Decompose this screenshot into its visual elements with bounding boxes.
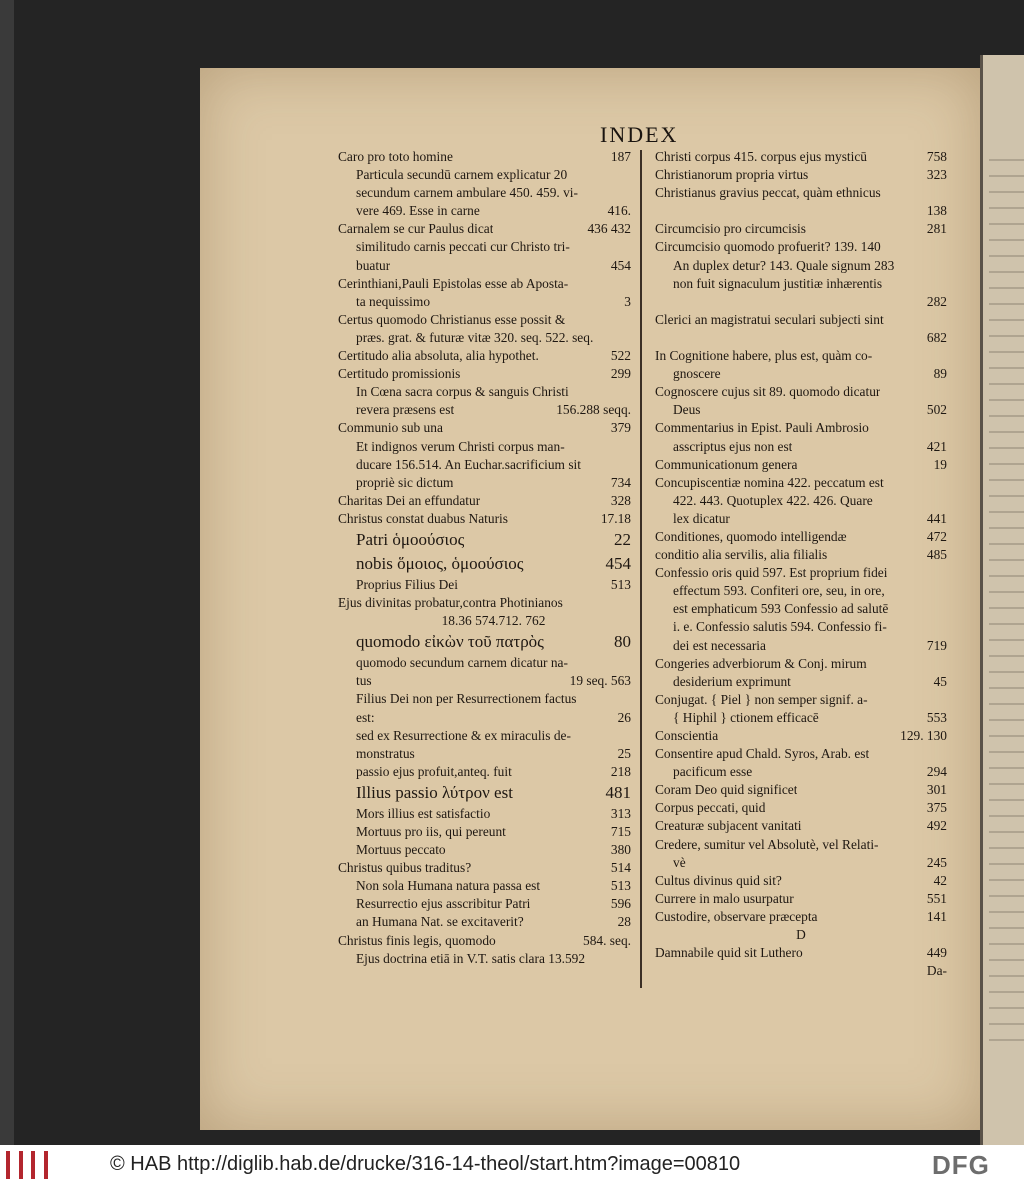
entry-term: passio ejus profuit,anteq. fuit bbox=[356, 763, 512, 779]
entry-page bbox=[943, 311, 947, 329]
entry-term: quomodo secundum carnem dicatur na- bbox=[356, 655, 568, 671]
entry-page bbox=[943, 492, 947, 510]
viewer-footer bbox=[0, 1145, 1024, 1185]
entry-term: i. e. Confessio salutis 594. Confessio fi- bbox=[673, 619, 887, 635]
index-entry bbox=[338, 184, 631, 202]
index-entry bbox=[655, 166, 947, 184]
entry-page: 22 bbox=[614, 529, 631, 549]
entry-term: ta nequissimo bbox=[356, 293, 431, 309]
entry-page: 313 bbox=[610, 805, 631, 821]
entry-term: Christi corpus 415. corpus ejus mysticū bbox=[655, 149, 868, 164]
entry-term: Carnalem se cur Paulus dicat bbox=[338, 221, 494, 237]
entry-term: Communio sub una bbox=[338, 420, 443, 436]
index-entry bbox=[655, 727, 947, 745]
entry-term: an Humana Nat. se excitaverit? bbox=[356, 914, 524, 930]
index-entry bbox=[655, 492, 947, 510]
index-column-right bbox=[655, 148, 947, 980]
entry-page: 138 bbox=[926, 203, 947, 219]
entry-term: Et indignos verum Christi corpus man- bbox=[356, 438, 565, 454]
entry-page: 758 bbox=[926, 149, 947, 164]
entry-page bbox=[627, 654, 631, 672]
entry-term: effectum 593. Confiteri ore, seu, in ore, bbox=[673, 583, 885, 599]
entry-page bbox=[943, 184, 947, 202]
entry-page bbox=[627, 166, 631, 184]
entry-term: buatur bbox=[356, 257, 391, 273]
index-entry bbox=[655, 329, 947, 347]
entry-term: Congeries adverbiorum & Conj. mirum bbox=[655, 655, 867, 671]
entry-page bbox=[943, 600, 947, 618]
index-entry bbox=[338, 419, 631, 437]
index-entry bbox=[338, 763, 631, 781]
entry-page: 441 bbox=[926, 510, 947, 526]
index-entry bbox=[655, 311, 947, 329]
index-entry bbox=[338, 202, 631, 220]
index-entry bbox=[655, 528, 947, 546]
entry-term: pacificum esse bbox=[673, 764, 753, 780]
entry-page: 328 bbox=[610, 492, 631, 508]
entry-page bbox=[943, 564, 947, 582]
entry-page: 513 bbox=[610, 576, 631, 592]
entry-page: 481 bbox=[605, 782, 631, 802]
index-entry bbox=[338, 510, 631, 528]
entry-page bbox=[943, 383, 947, 401]
entry-term: Mortuus peccato bbox=[356, 842, 446, 858]
entry-term: Proprius Filius Dei bbox=[356, 576, 458, 592]
entry-term: Certus quomodo Christianus esse possit & bbox=[338, 311, 566, 327]
entry-term: non fuit signaculum justitiæ inhærentis bbox=[673, 275, 883, 291]
index-entry bbox=[338, 257, 631, 275]
entry-page bbox=[943, 347, 947, 365]
index-entry bbox=[655, 564, 947, 582]
entry-page: 89 bbox=[933, 366, 947, 382]
index-entry bbox=[338, 745, 631, 763]
index-entry bbox=[338, 612, 631, 630]
index-entry bbox=[338, 365, 631, 383]
entry-page bbox=[943, 582, 947, 600]
index-entry bbox=[655, 257, 947, 275]
entry-term: { Hiphil } ctionem efficacē bbox=[673, 709, 819, 725]
index-entry bbox=[338, 781, 631, 805]
entry-page: 299 bbox=[610, 366, 631, 382]
entry-page: 218 bbox=[610, 763, 631, 779]
entry-term: Circumcisio quomodo profuerit? 139. 140 bbox=[655, 239, 881, 255]
entry-term: Filius Dei non per Resurrectionem factus bbox=[356, 691, 577, 707]
entry-page bbox=[943, 691, 947, 709]
entry-term: Christus quibus traditus? bbox=[338, 860, 472, 876]
index-entry bbox=[655, 220, 947, 238]
index-entry bbox=[655, 582, 947, 600]
index-entry bbox=[655, 184, 947, 202]
entry-term: vè bbox=[673, 854, 686, 870]
entry-page: 42 bbox=[933, 872, 947, 888]
index-entry bbox=[338, 438, 631, 456]
index-entry bbox=[655, 691, 947, 709]
index-entry bbox=[338, 329, 631, 347]
index-entry bbox=[655, 456, 947, 474]
entry-page: 522 bbox=[610, 348, 631, 364]
dfg-logo: DFG bbox=[932, 1150, 990, 1180]
entry-page bbox=[943, 745, 947, 763]
entry-page: 449 bbox=[926, 945, 947, 961]
hab-logo-icon bbox=[6, 1151, 48, 1179]
entry-page: 323 bbox=[926, 167, 947, 183]
entry-page: 734 bbox=[610, 474, 631, 490]
entry-term: Mortuus pro iis, qui pereunt bbox=[356, 824, 506, 839]
index-entry bbox=[655, 709, 947, 727]
index-entry bbox=[655, 655, 947, 673]
index-entry bbox=[338, 913, 631, 931]
index-entry bbox=[338, 932, 631, 950]
entry-page: 715 bbox=[610, 824, 631, 839]
entry-term: Conjugat. { Piel } non semper signif. a- bbox=[655, 691, 868, 707]
entry-term: propriè sic dictum bbox=[356, 474, 454, 490]
entry-page: 187 bbox=[610, 149, 631, 164]
entry-page bbox=[627, 727, 631, 745]
index-entry bbox=[655, 510, 947, 528]
entry-page bbox=[627, 950, 631, 968]
index-entry bbox=[655, 673, 947, 691]
index-entry bbox=[338, 166, 631, 184]
index-entry bbox=[338, 220, 631, 238]
index-entry bbox=[655, 890, 947, 908]
entry-page: Da- bbox=[926, 963, 947, 979]
index-entry bbox=[338, 576, 631, 594]
entry-term: lex dicatur bbox=[673, 510, 730, 526]
index-entry bbox=[338, 630, 631, 654]
entry-term: Creaturæ subjacent vanitati bbox=[655, 818, 802, 834]
entry-page: 682 bbox=[926, 329, 947, 345]
scan-edge bbox=[0, 0, 14, 1145]
entry-term: Coram Deo quid significet bbox=[655, 782, 798, 798]
index-entry bbox=[338, 823, 631, 841]
entry-page: 294 bbox=[926, 764, 947, 780]
entry-page: 156.288 seqq. bbox=[556, 402, 631, 418]
entry-page bbox=[627, 329, 631, 347]
index-entry bbox=[338, 895, 631, 913]
entry-term: Deus bbox=[673, 402, 701, 418]
entry-term: Cultus divinus quid sit? bbox=[655, 872, 782, 888]
index-entry bbox=[338, 690, 631, 708]
entry-term: In Cognitione habere, plus est, quàm co- bbox=[655, 348, 873, 364]
entry-term: Christus constat duabus Naturis bbox=[338, 510, 508, 526]
entry-page: 553 bbox=[926, 709, 947, 725]
entry-term: Patri ὁμοούσιος bbox=[356, 529, 465, 549]
index-entry bbox=[655, 202, 947, 220]
entry-page: 17.18 bbox=[600, 510, 631, 526]
entry-page bbox=[627, 238, 631, 256]
entry-term: monstratus bbox=[356, 745, 415, 761]
entry-term: Ejus divinitas probatur,contra Photinianos bbox=[338, 595, 563, 611]
index-entry bbox=[655, 275, 947, 293]
entry-page: 25 bbox=[617, 745, 631, 761]
entry-page: 28 bbox=[617, 914, 631, 930]
entry-term: revera præsens est bbox=[356, 402, 455, 418]
entry-page bbox=[943, 474, 947, 492]
entry-term: Resurrectio ejus asscribitur Patri bbox=[356, 896, 531, 912]
entry-page: 80 bbox=[614, 632, 631, 652]
entry-term: Cerinthiani,Pauli Epistolas esse ab Aposta- bbox=[338, 275, 569, 291]
source-credit: © HAB http://diglib.hab.de/drucke/316-14-theol/start.htm?image=00810 bbox=[110, 1153, 741, 1175]
entry-page: 454 bbox=[610, 257, 631, 273]
entry-term: desiderium exprimunt bbox=[673, 673, 791, 689]
entry-page: 281 bbox=[926, 221, 947, 237]
entry-page bbox=[943, 275, 947, 293]
column-divider bbox=[640, 150, 642, 988]
entry-page bbox=[627, 184, 631, 202]
entry-term: nobis ὅμοιος, ὁμοούσιος bbox=[356, 553, 524, 573]
entry-page bbox=[627, 456, 631, 474]
index-entry bbox=[338, 311, 631, 329]
index-entry bbox=[655, 546, 947, 564]
entry-page bbox=[627, 594, 631, 612]
index-entry bbox=[338, 383, 631, 401]
index-entry bbox=[338, 672, 631, 690]
entry-term: Conscientia bbox=[655, 728, 719, 743]
entry-term: secundum carnem ambulare 450. 459. vi- bbox=[356, 185, 578, 201]
entry-page: 584. seq. bbox=[583, 932, 631, 948]
entry-term: Commentarius in Epist. Pauli Ambrosio bbox=[655, 420, 869, 436]
entry-page: 141 bbox=[926, 908, 947, 924]
entry-term: Custodire, observare præcepta bbox=[655, 908, 818, 924]
entry-page: 26 bbox=[617, 709, 631, 725]
entry-page: 421 bbox=[926, 438, 947, 454]
entry-term: Ejus doctrina etiā in V.T. satis clara 13.592 bbox=[356, 950, 586, 966]
entry-term: Concupiscentiæ nomina 422. peccatum est bbox=[655, 474, 884, 490]
index-entry bbox=[655, 401, 947, 419]
entry-page bbox=[627, 690, 631, 708]
entry-page: 436 432 bbox=[587, 221, 631, 237]
index-entry bbox=[338, 275, 631, 293]
entry-term: Non sola Humana natura passa est bbox=[356, 878, 541, 894]
index-entry bbox=[655, 293, 947, 311]
index-entry bbox=[655, 962, 947, 980]
entry-page: 379 bbox=[610, 420, 631, 436]
entry-term: Illius passio λύτρον est bbox=[356, 782, 513, 802]
entry-page: 301 bbox=[926, 782, 947, 798]
entry-term: præs. grat. & futuræ vitæ 320. seq. 522. seq. bbox=[356, 329, 594, 345]
entry-page: 485 bbox=[926, 547, 947, 563]
index-entry bbox=[338, 594, 631, 612]
index-entry bbox=[338, 347, 631, 365]
index-entry bbox=[655, 419, 947, 437]
entry-term: Damnabile quid sit Luthero bbox=[655, 945, 803, 961]
entry-term: Circumcisio pro circumcisis bbox=[655, 221, 806, 237]
entry-page bbox=[943, 618, 947, 636]
index-entry bbox=[655, 908, 947, 926]
entry-term: Confessio oris quid 597. Est proprium fidei bbox=[655, 565, 888, 581]
index-entry bbox=[338, 456, 631, 474]
entry-page bbox=[627, 311, 631, 329]
entry-page: 129. 130 bbox=[900, 728, 947, 743]
entry-page bbox=[943, 238, 947, 256]
entry-page: 551 bbox=[926, 890, 947, 906]
entry-page: 492 bbox=[926, 818, 947, 834]
entry-term: In Cœna sacra corpus & sanguis Christi bbox=[356, 384, 569, 400]
entry-term: Conditiones, quomodo intelligendæ bbox=[655, 528, 847, 544]
index-entry bbox=[338, 709, 631, 727]
index-entry bbox=[655, 836, 947, 854]
index-column-left bbox=[338, 148, 631, 968]
entry-term: Charitas Dei an effundatur bbox=[338, 492, 481, 508]
index-entry bbox=[655, 763, 947, 781]
entry-page bbox=[627, 383, 631, 401]
entry-term: similitudo carnis peccati cur Christo tri- bbox=[356, 239, 570, 255]
index-entry bbox=[655, 944, 947, 962]
entry-term: asscriptus ejus non est bbox=[673, 438, 793, 454]
entry-page bbox=[943, 836, 947, 854]
index-entry bbox=[338, 950, 631, 968]
index-entry bbox=[338, 859, 631, 877]
entry-term: Caro pro toto homine bbox=[338, 149, 453, 164]
entry-page: 513 bbox=[610, 878, 631, 894]
index-entry bbox=[655, 383, 947, 401]
entry-page: 19 bbox=[933, 456, 947, 472]
index-entry bbox=[338, 293, 631, 311]
index-entry bbox=[655, 799, 947, 817]
index-entry bbox=[655, 872, 947, 890]
entry-term: dei est necessaria bbox=[673, 637, 766, 653]
entry-page: 416. bbox=[607, 203, 631, 219]
entry-page bbox=[943, 419, 947, 437]
index-entry bbox=[338, 805, 631, 823]
index-entry bbox=[338, 727, 631, 745]
entry-term: Christus finis legis, quomodo bbox=[338, 932, 496, 948]
index-entry bbox=[655, 854, 947, 872]
entry-term: Christianorum propria virtus bbox=[655, 167, 809, 183]
index-entry bbox=[655, 148, 947, 166]
entry-page: 514 bbox=[610, 860, 631, 876]
entry-term: est emphaticum 593 Confessio ad salutē bbox=[673, 601, 889, 617]
index-entry bbox=[338, 877, 631, 895]
index-entry bbox=[655, 365, 947, 383]
index-entry bbox=[655, 618, 947, 636]
entry-page bbox=[627, 275, 631, 293]
entry-page: 245 bbox=[926, 854, 947, 870]
index-entry bbox=[338, 841, 631, 859]
entry-term: quomodo εἰκὼν τοῦ πατρὸς bbox=[356, 632, 544, 652]
entry-term: Certitudo promissionis bbox=[338, 366, 461, 382]
entry-page: 282 bbox=[926, 293, 947, 309]
entry-term: D bbox=[796, 927, 806, 943]
index-entry bbox=[338, 492, 631, 510]
index-entry bbox=[338, 528, 631, 552]
entry-page: 3 bbox=[624, 293, 631, 309]
entry-term: Cognoscere cujus sit 89. quomodo dicatur bbox=[655, 384, 881, 400]
entry-term: Currere in malo usurpatur bbox=[655, 890, 794, 906]
index-entry bbox=[655, 347, 947, 365]
entry-page: 719 bbox=[926, 637, 947, 653]
entry-term: tus bbox=[356, 673, 372, 689]
entry-page bbox=[627, 438, 631, 456]
entry-term: An duplex detur? 143. Quale signum 283 bbox=[673, 257, 895, 273]
entry-term: Clerici an magistratui seculari subjecti sint bbox=[655, 311, 884, 327]
index-entry bbox=[655, 781, 947, 799]
entry-term: Particula secundū carnem explicatur 20 bbox=[356, 167, 568, 183]
index-entry bbox=[655, 438, 947, 456]
entry-page: 472 bbox=[926, 528, 947, 544]
entry-term: Mors illius est satisfactio bbox=[356, 805, 491, 821]
entry-term: Communicationum genera bbox=[655, 456, 798, 472]
index-entry bbox=[338, 401, 631, 419]
index-entry bbox=[655, 926, 947, 944]
index-entry bbox=[655, 817, 947, 835]
index-entry bbox=[338, 654, 631, 672]
entry-page: 375 bbox=[926, 800, 947, 816]
entry-page bbox=[943, 257, 947, 275]
entry-term: Credere, sumitur vel Absolutè, vel Relati- bbox=[655, 836, 879, 852]
index-entry bbox=[655, 238, 947, 256]
entry-term: Certitudo alia absoluta, alia hypothet. bbox=[338, 348, 539, 364]
page-header: INDEX bbox=[600, 122, 679, 147]
entry-page: 454 bbox=[605, 553, 631, 573]
entry-term: 18.36 574.712. 762 bbox=[441, 613, 546, 629]
index-entry bbox=[338, 552, 631, 576]
entry-term: sed ex Resurrectione & ex miraculis de- bbox=[356, 727, 571, 743]
entry-term: conditio alia servilis, alia filialis bbox=[655, 547, 828, 563]
index-entry bbox=[338, 238, 631, 256]
index-entry bbox=[338, 474, 631, 492]
index-entry bbox=[655, 637, 947, 655]
entry-term: est: bbox=[356, 709, 375, 725]
index-entry bbox=[338, 148, 631, 166]
entry-term: Christianus gravius peccat, quàm ethnicus bbox=[655, 185, 881, 201]
entry-page: 45 bbox=[933, 673, 947, 689]
index-entry bbox=[655, 745, 947, 763]
entry-term: ducare 156.514. An Euchar.sacrificium sit bbox=[356, 456, 581, 472]
entry-term: gnoscere bbox=[673, 366, 721, 382]
entry-page: 19 seq. 563 bbox=[569, 673, 631, 689]
entry-term: Consentire apud Chald. Syros, Arab. est bbox=[655, 746, 870, 762]
index-entry bbox=[655, 474, 947, 492]
entry-page: 596 bbox=[610, 896, 631, 912]
entry-page: 502 bbox=[926, 402, 947, 418]
index-entry bbox=[655, 600, 947, 618]
entry-page bbox=[943, 655, 947, 673]
entry-term: 422. 443. Quotuplex 422. 426. Quare bbox=[673, 492, 873, 508]
entry-term: vere 469. Esse in carne bbox=[356, 203, 480, 219]
entry-term: Corpus peccati, quid bbox=[655, 800, 766, 816]
adjacent-page bbox=[980, 55, 1024, 1145]
entry-page: 380 bbox=[610, 842, 631, 858]
